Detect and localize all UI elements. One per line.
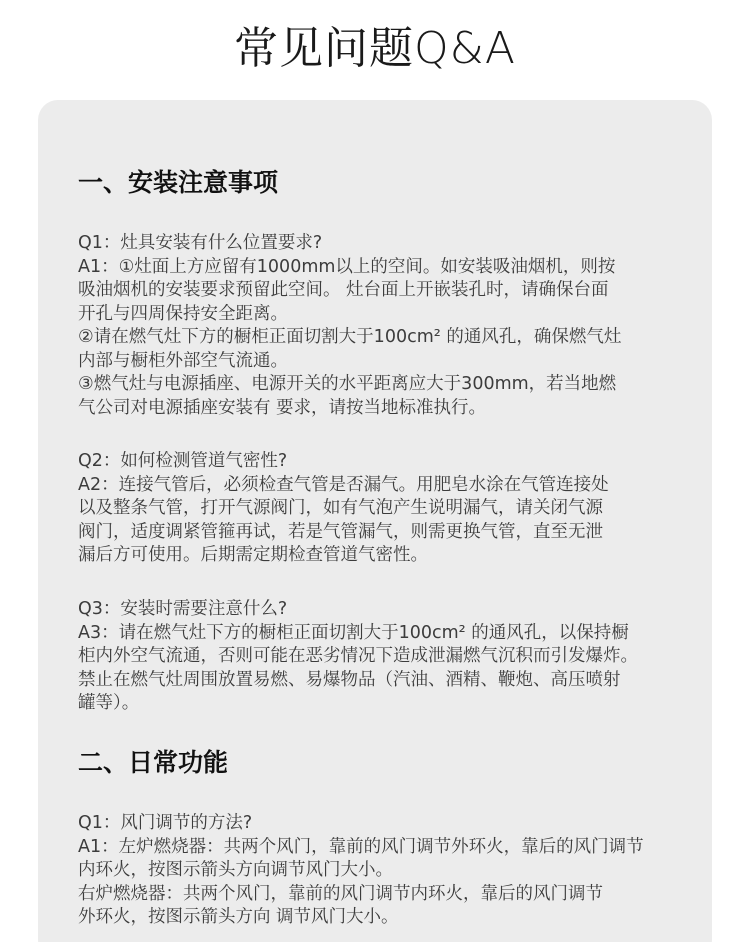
section-heading-installation: 一、安装注意事项 <box>78 168 279 197</box>
answer-line: 内环火，按图示箭头方向调节风门大小。 <box>78 860 393 880</box>
page-title: 常见问题Q&A <box>233 23 517 74</box>
answer-line: 右炉燃烧器：共两个风门，靠前的风门调节内环火，靠后的风门调节 <box>78 883 603 904</box>
answer-line: 外环火，按图示箭头方向 调节风门大小。 <box>78 907 399 927</box>
question-line: Q1：风门调节的方法? <box>78 813 253 833</box>
answer-line: 吸油烟机的安装要求预留此空间。 灶台面上开嵌装孔时，请确保台面 <box>78 280 609 300</box>
answer-line: 漏后方可使用。后期需定期检查管道气密性。 <box>78 545 428 565</box>
qa-install-q2 <box>78 450 678 568</box>
section-heading-daily-functions: 二、日常功能 <box>78 748 229 777</box>
answer-line: 以及整条气管，打开气源阀门，如有气泡产生说明漏气，请关闭气源 <box>78 498 603 518</box>
answer-line: 开孔与四周保持安全距离。 <box>78 303 288 324</box>
answer-line: 罐等）。 <box>78 693 140 713</box>
answer-line: A3：请在燃气灶下方的橱柜正面切割大于100cm² 的通风孔，以保持橱 <box>78 622 629 643</box>
answer-line: 禁止在燃气灶周围放置易燃、易爆物品（汽油、酒精、鞭炮、高压喷射 <box>78 669 621 690</box>
qa-daily-q1 <box>78 812 678 930</box>
answer-line: ②请在燃气灶下方的橱柜正面切割大于100cm² 的通风孔，确保燃气灶 <box>78 327 622 347</box>
answer-line: A1：①灶面上方应留有1000mm以上的空间。如安装吸油烟机，则按 <box>78 256 616 277</box>
answer-line: 气公司对电源插座安装有 要求，请按当地标准执行。 <box>78 397 487 418</box>
answer-line: 阀门，适度调紧管箍再试，若是气管漏气，则需更换气管，直至无泄 <box>78 521 603 542</box>
qa-install-q3 <box>78 598 678 716</box>
answer-line: A2：连接气管后，必须检查气管是否漏气。用肥皂水涂在气管连接处 <box>78 474 609 495</box>
question-line: Q3：安装时需要注意什么? <box>78 599 288 619</box>
answer-line: A1：左炉燃烧器：共两个风门，靠前的风门调节外环火，靠后的风门调节 <box>78 836 644 857</box>
question-line: Q2：如何检测管道气密性? <box>78 451 288 471</box>
qa-install-q1 <box>78 232 678 420</box>
answer-line: 柜内外空气流通，否则可能在恶劣情况下造成泄漏燃气沉积而引发爆炸。 <box>78 646 638 666</box>
question-line: Q1：灶具安装有什么位置要求? <box>78 233 323 253</box>
answer-line: ③燃气灶与电源插座、电源开关的水平距离应大于300mm，若当地燃 <box>78 374 617 394</box>
answer-line: 内部与橱柜外部空气流通。 <box>78 350 288 371</box>
